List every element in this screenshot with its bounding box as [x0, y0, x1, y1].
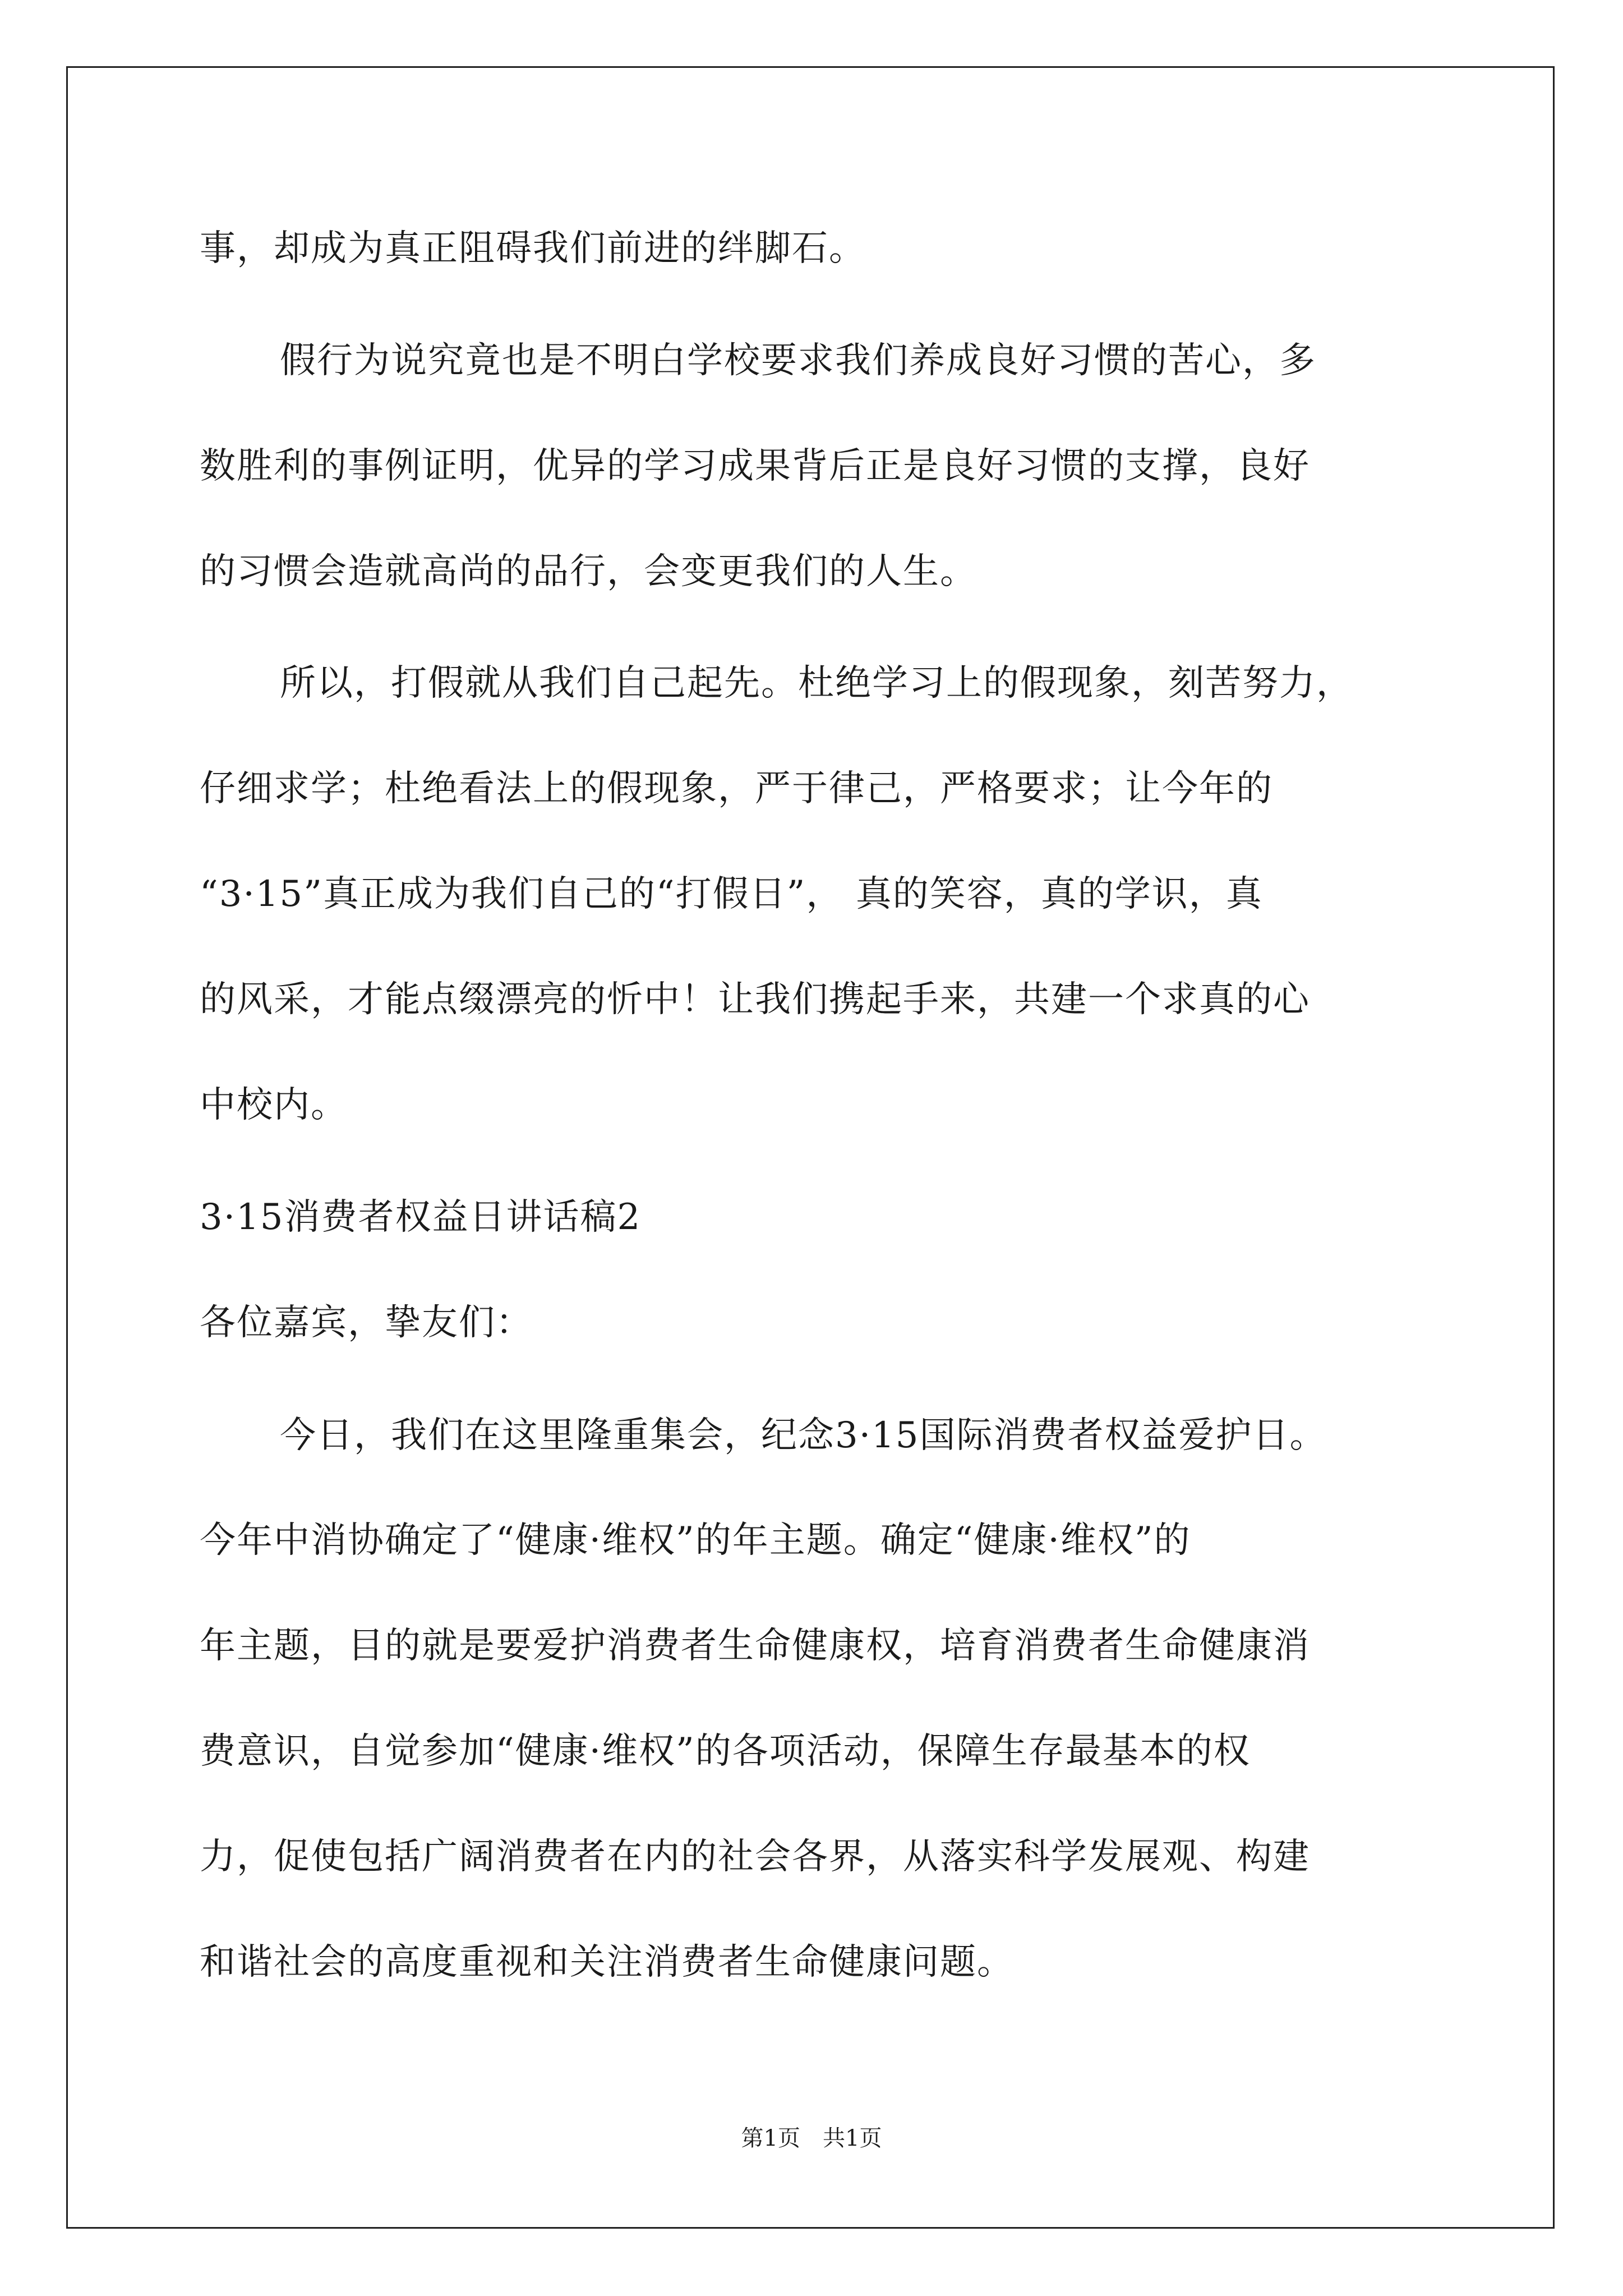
paragraph-line: 数胜利的事例证明，优异的学习成果背后正是良好习惯的支撑，良好: [200, 445, 1310, 487]
section-title: 3·15消费者权益日讲话稿2: [200, 1197, 642, 1238]
paragraph-line: 今日，我们在这里隆重集会，纪念3·15国际消费者权益爱护日。: [280, 1415, 1327, 1456]
paragraph-line: 仔细求学；杜绝看法上的假现象，严于律己，严格要求；让今年的: [200, 768, 1273, 809]
paragraph-line: “3·15”真正成为我们自己的“打假日”， 真的笑容，真的学识，真: [200, 873, 1263, 915]
paragraph-line: 力，促使包括广阔消费者在内的社会各界，从落实科学发展观、构建: [200, 1836, 1310, 1878]
page-border: [66, 66, 1555, 2229]
paragraph-line: 所以，打假就从我们自己起先。杜绝学习上的假现象，刻苦努力，: [280, 662, 1353, 704]
salutation: 各位嘉宾，挚友们：: [200, 1302, 533, 1343]
paragraph-line: 费意识，自觉参加“健康·维权”的各项活动，保障生存最基本的权: [200, 1731, 1251, 1772]
paragraph-line: 事，却成为真正阻碍我们前进的绊脚石。: [200, 228, 866, 269]
paragraph-line: 假行为说究竟也是不明白学校要求我们养成良好习惯的苦心，多: [280, 340, 1316, 381]
paragraph-line: 和谐社会的高度重视和关注消费者生命健康问题。: [200, 1941, 1014, 1983]
paragraph-line: 中校内。: [200, 1084, 348, 1126]
page-footer: 第1页 共1页: [741, 2125, 882, 2151]
paragraph-line: 的习惯会造就高尚的品行，会变更我们的人生。: [200, 551, 977, 592]
paragraph-line: 今年中消协确定了“健康·维权”的年主题。确定“健康·维权”的: [200, 1520, 1191, 1561]
paragraph-line: 的风采，才能点缀漂亮的忻中！让我们携起手来，共建一个求真的心: [200, 979, 1310, 1020]
paragraph-line: 年主题，目的就是要爱护消费者生命健康权，培育消费者生命健康消: [200, 1625, 1310, 1667]
